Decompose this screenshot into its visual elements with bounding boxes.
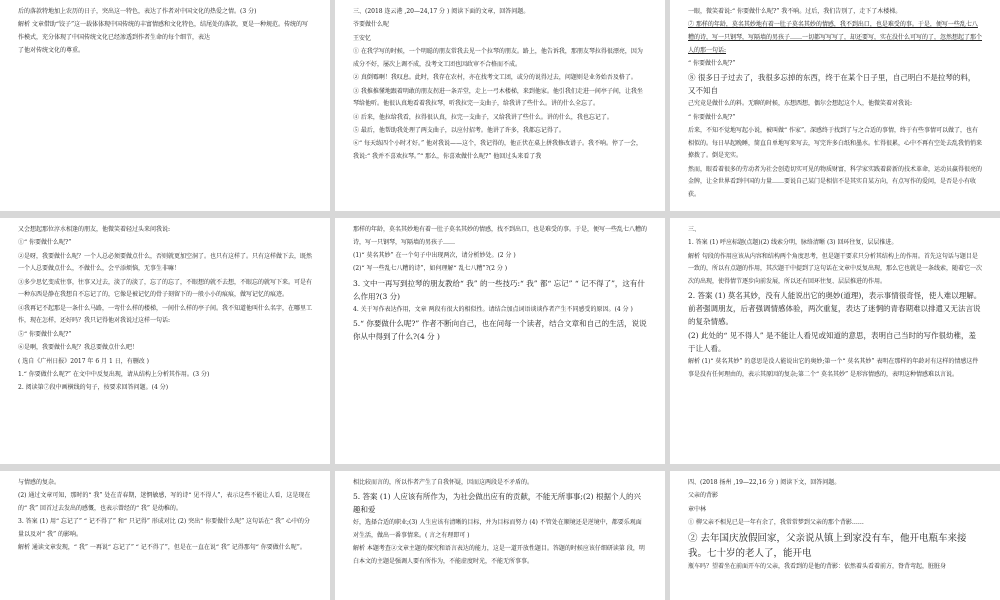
page-2 [335,0,665,211]
text-line: 解析 文章借助“饺子”这一载体体现中国传统的丰富情感和文化特色，结尾处的落款，更是一种规范。传统的写作模式，充分体现了中国传统文化已经渗透到作者生命的每个细节，表达 [18,21,309,41]
text-line: 3. 答案 (1) 用“ 忘记了” “ 记不得了” 和“ 只记得” 形成对比 (2) 突出“ 你要做什么呢” 这句话在“ 我” 心中的分量以及对“ 我” 的影响。 [18,518,311,538]
text-line: 解析 本题考查②文章主题的探究和语言表达的能力，这是一道开放性题目。答题的时候应该仔细研读第 段，明白本文的主题是强调人要有所作为，不能虚度时光，不能无所事事。 [353,545,645,565]
text-line: 相比较而言的，所以作者产生了自我怀疑，因而这两段是不矛盾的。 [353,479,534,486]
text-line: 4. 关于写作表达作用，文章 两段有很大的相似性。请结合加点词语谈谈作者产生不同感受的原因。(4 分 ) [353,305,633,313]
text-line: ② 真倒霉啊！我叹息。此时，我存在农村，亦在找考文工团，或分的说得过去，问题则是业务始吾及格了。 [353,74,637,82]
text-line: 瓶车吗？望着坐在前面开车的父亲，我看到的是他的背影：依然着头看着前方，脊背弯起，脏脏身 [688,563,947,571]
text-line: ① 柳父亲不相见已是一年有余了，我常常梦到父亲的那个背影…… [688,519,864,527]
text-line: ②是呀，我要做什么呢？一个人总必须要做点什么，否则就更加空洞了。也只有这样了。只有这样做下去，既然一个人总要做点什么，不做什么，会平添烦恼，无事生非嘛！ [18,252,313,273]
text-line: ⑥是啊，我要做什么呢？我总要做点什么吧！ [18,344,139,352]
text-line: ⑦ 那样的年龄，莫名其妙地有着一肚子莫名其妙的情感，我不到出口，也是难受的事。于是，便写一些乱七八糟的诗，写一只钢琴，写隔墙的男孩子……一切都写写写了，却还要写，实在没什么可写的了，忽然想起了那个人的那一句话: [688,21,983,54]
text-line: 3. 文中一再写到拉琴的朋友教给“ 我” 的一些技巧:“ 我” 都“ 忘记” “ 记不得了”，这有什么作用?(3 分) [353,278,645,301]
text-line: ③多少思忆变成往事，往事又过去，淡了的淡了，忘了的忘了，不眼想的就不去想，不眼忘的就写下来。可是有一种东西是静在我想自不忘记了的，它像是被记忆的骨子刻留下的一般小小的痕痕，做写记忆的痕迹。 [18,278,313,299]
text-line: 5.“ 你要做什么呢?” 作者不断向自己，也在问每一个读者，结合文章和自己的生活，说说你从中得到了什么?(4 分 ) [353,318,647,341]
text-line: 王安忆 [353,34,372,42]
text-line: 己究竟是做什么的料。无聊的时候，东想西想，偶尔会想起这个人，他微笑着对我说: [688,100,913,108]
text-line: ( 选自《广州日报》2017 年 6 月 1 日，有删改 ) [18,357,149,365]
text-line: 1.“ 你要做什么呢?” 在文中中反复出现，请从结构上分析其作用。(3 分) [18,370,210,378]
text-line: 好，选择合适的职业;(3) 人生应该有清晰的目标，并为目标而努力 (4) 不管处在顺境还是逆境中，都要乐观面对生活，做出一番事情来。( 言之有理即可 ) [353,519,642,539]
text-line: 三、 [688,226,701,233]
text-line: “ 你要做什么呢?” [688,113,736,121]
text-line: 2. 答案 (1) 莫名其妙，没有人能说出它的奥妙(道理)，表示事情很奇怪，使人难以理解。前者强调朋友，后者强调情感体验，两次重复，表达了迷惘的青春期难以排遣又无法言说的复杂情感。 [688,291,982,327]
page-1 [0,0,330,211]
text-line: 章中林 [688,505,707,513]
text-line: 5. 答案 (1) 人应该有所作为，为社会做出应有的贡献，不能无所事事;(2) 根据个人的兴趣和爱 [353,492,641,515]
page-3 [670,0,1000,211]
page-4 [0,218,330,464]
text-line: 2. 阅读第⑦段中画横线的句子，按要求回答问题。(4 分) [18,384,169,392]
text-line: “ 你要做什么呢?” [688,59,736,67]
text-line: ④ 后来，他拉给我看，拉得很认真，拉完一支曲子，又给我讲了些什么。讲的什么，我也忘记了。 [353,113,613,121]
text-line: (2)“ 写一些乱七八糟的诗”，如何理解“ 乱七八糟”?(2 分 ) [353,265,508,273]
text-line: 后来，不知不觉地写起小说，被叫做“ 作家”。深感终于找到了与之合适的事情，终于有些事情可以做了，也有相似的。每日早起晚睡，简直自单地写来写去，写完许多白纸和墨水。忙得很累，心中不再有空处去乱我悄悄来撩拨了。倒是充实。 [688,126,983,160]
text-line: 后的落款特地加上农历的日子，突出这一特色，表达了作者对中国文化的热爱之情。(3 分) [18,8,257,15]
text-line: ① 在我学写的时候，一个明聪的朋友常我去见一个拉琴的朋友。路上，他告诉我，那朋友琴拉得很漂亮，因为成分不好，屡次上调不成，没考文工团也因政审不合格而不成。 [353,48,643,68]
text-line: ⑤“ 你要做什么呢?” [18,330,72,338]
text-line: 了他对传统文化的尊重。 [18,47,85,55]
text-line: ⑥“ 每天练四个小时才好。” 他对我说——这个，我记得的，他正伏在桌上拼我修改谱子。我不响。停了一会，我说:“ 我并不喜欢拉琴。”“ 那么，你喜欢做什么呢?” 他回过头来看了我 [353,140,642,160]
page-7 [0,471,330,600]
text-line: 三、(2018 连云港 ,20—24,17 分 ) 阅读下面的文章，回答问题。 [353,8,530,15]
text-line: 解析 (1)“ 莫名其妙” 的意思是没人能说出它的奥妙;第一个“ 莫名其妙” 表明在那样的年龄对有这样的情感这件事是没有任何理由的，表示其原因的复杂;第二个“ 莫名其妙” 是形容情感的，表明这种情感难以言说。 [688,357,979,378]
text-line: 1. 答案 (1) 呼应标题(点题)(2) 线索分明，脉络清晰 (3) 回环往复，层层推进。 [688,239,898,247]
text-line: (2) 通过文章可知，那时的“ 我” 处在青春期，迷惘敏感，写的诗“ 见不得人”，表示这些不能让人看，这是现在的“ 我” 回首过去发出的感慨，也表示曾经的“ 我” 是幼稚的。 [18,492,311,512]
page-8 [335,471,665,600]
text-line: 四、(2018 扬州 ,19—22,16 分 ) 阅读下文，回答问题。 [688,479,841,486]
text-line: 一眼，微笑着说:“ 你要做什么呢?” 我不响。过后，我们告别了，走下了木楼梯。 [688,8,902,15]
page-9 [670,471,1000,600]
text-line: (1)“ 莫名其妙” 在一个句子中出现两次，请分析妙处。(2 分 ) [353,251,516,259]
text-line: ⑧ 很多日子过去了，我很多忘掉的东西，终于在某个日子里，自己明白不是拉琴的料，又不知自 [688,73,976,96]
page-6 [670,218,1000,464]
text-line: 爷要做什么呢 [353,21,390,29]
text-line: ④我再记不起那是一条什么马路，一弯什么样的楼梯，一间什么样的亭子间。我不知道他叫什么名字，在哪里工作，现在怎样，还好吗？我只记得他对我说过这样一句话: [18,304,313,325]
text-line: ①“ 你要做什么呢?” [18,239,72,247]
text-line: ⑤ 最后，他帮助我处理了两支曲子，以应付招考。他讲了许多，我都忘记得了。 [353,126,565,134]
text-line: ③ 我推推懂地跟着明敢的朋友拐进一条弄堂，走上一弓木楼梯，来到他家。他引我们走进一间亭子间，让我坐琴给他听。他很认真地看着我拉琴，听我拉完一支曲子，给我讲了些什么。讲的什么全忘了。 [353,87,643,108]
text-line: 父亲的背影 [688,492,719,500]
text-line: (2) 此处的“ 见不得人” 是不能让人看见或知道的意思，表明自己当时的写作很幼稚，羞于让人看。 [688,331,976,354]
text-line: ② 去年国庆放假回家，父亲说从镇上到家没有车，他开电瓶车来接我。七十岁的老人了，能开电 [688,532,967,559]
text-line: 解析 通读文章发现，“ 我” 一再说“ 忘记了” “ 记不得了”，但是在一直在说“ 我” 记得那句“ 你要做什么呢”。 [18,544,306,552]
page-5 [335,218,665,464]
text-line: 然而，眼看着很多的劳动者为社会创造切实可见的物质财富，科学家实践着崭新的技术革命，运动员赢得很亮的金牌，让全世界看到中国的力量……要说自己某门是相信不是其实自某方向，有点写作的爱问，是否是小有收获。 [688,165,983,198]
text-line: 解析 句段的作用应该从内容和结构两个角度思考，但是题干要求只分析其结构上的作用。首先这句话与题目是一致的，所以有点题的作用，其次题干中提到了这句话在文章中反复出现，那么它也就是一条线索，随着它一次次的出现，使得情节逐步向前发展，所以还有回环往复、层层推进的作用。 [688,252,983,285]
text-line: 又会想起那位淳水相逢的朋友，他微笑着轻过头来问我说: [18,226,171,233]
text-line: 那样的年龄，莫名其妙地有着一肚子莫名其妙的情感，找不到出口，也是难受的事。于是，便写一些乱七八糟的诗，写一只钢琴，写隔墙的男孩子…… [353,226,648,246]
text-line: 与情感的复杂。 [18,479,61,486]
